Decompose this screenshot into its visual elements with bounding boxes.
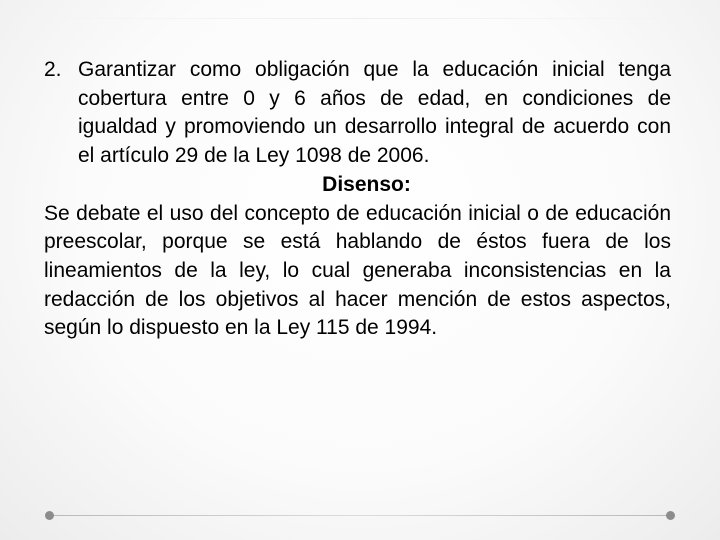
- bottom-divider-line: [50, 515, 670, 516]
- left-bullet-dot: [45, 511, 54, 520]
- list-item-number: 2.: [44, 58, 62, 81]
- right-bullet-dot: [666, 511, 675, 520]
- frame-top-line: [44, 18, 676, 19]
- body-paragraph: Se debate el uso del concepto de educación inicial o de educación preescolar, porque se está hablando de éstos fuera de los lineamientos de la ley, lo cual generaba inconsistencias en la redacción de los objetivos al hacer mención de estos aspectos, según lo dispuesto en la Ley 115 de 1994.: [44, 201, 671, 340]
- list-item: [44, 56, 671, 171]
- section-heading: Disenso:: [322, 172, 411, 196]
- slide-content: [44, 56, 671, 343]
- list-item-text: Garantizar como obligación que la educación inicial tenga cobertura entre 0 y 6 años de edad, en condiciones de igualdad y promoviendo un desarrollo integral de acuerdo con el artículo 29 de la Ley 1098 de 2006.: [78, 58, 671, 168]
